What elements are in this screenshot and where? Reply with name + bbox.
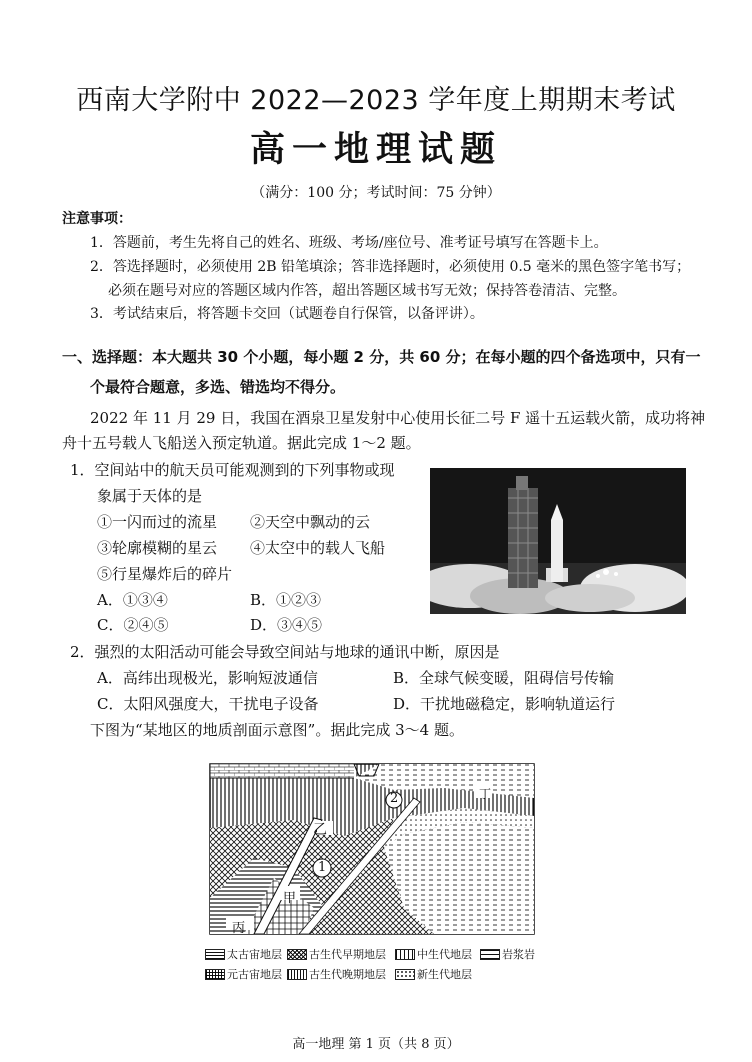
legend-label: 古生代晚期地层 xyxy=(309,968,386,981)
label-ding: 丁 xyxy=(479,787,492,801)
legend-swatch xyxy=(205,949,225,960)
legend-swatch xyxy=(395,969,415,980)
q1-item-5: ⑤行星爆炸后的碎片 xyxy=(97,565,233,583)
q1-option-b: B．①②③ xyxy=(250,591,322,609)
label-jia: 甲 xyxy=(283,891,297,906)
q1-stem: 1．空间站中的航天员可能观测到的下列事物或现 xyxy=(70,461,395,479)
page-footer: 高一地理 第 1 页（共 8 页） xyxy=(292,1037,460,1052)
legend-label: 古生代早期地层 xyxy=(309,948,386,961)
q2-stem: 2．强烈的太阳活动可能会导致空间站与地球的通讯中断，原因是 xyxy=(70,643,500,661)
q1-item-1: ①一闪而过的流星 xyxy=(97,513,218,531)
legend-label: 太古宙地层 xyxy=(227,948,282,961)
q1-option-d: D．③④⑤ xyxy=(250,616,323,634)
legend-label: 中生代地层 xyxy=(417,948,472,961)
page-title: 高一地理试题 xyxy=(249,129,502,170)
passage-1-line-2: 舟十五号载人飞船送入预定轨道。据此完成 1～2 题。 xyxy=(62,434,421,452)
notice-item-1: 1．答题前，考生先将自己的姓名、班级、考场/座位号、准考证号填写在答题卡上。 xyxy=(90,235,608,251)
label-1: 1 xyxy=(318,860,327,875)
legend-label: 岩浆岩 xyxy=(502,948,535,961)
q1-stem-cont: 象属于天体的是 xyxy=(97,487,203,505)
legend-swatch xyxy=(287,969,307,980)
legend-swatch xyxy=(205,969,225,980)
legend-label: 元古宙地层 xyxy=(227,968,282,981)
notice-item-3: 3．考试结束后，将答题卡交回（试题卷自行保管，以备评讲）。 xyxy=(90,306,484,322)
q1-option-a: A．①③④ xyxy=(97,591,168,609)
legend-item xyxy=(287,946,386,962)
q2-option-d: D．干扰地磁稳定，影响轨道运行 xyxy=(393,695,616,713)
section-heading: 一、选择题：本大题共 30 个小题，每小题 2 分，共 60 分；在每小题的四个备选项中，只有一 xyxy=(62,348,701,366)
legend-item xyxy=(395,946,472,962)
legend-swatch xyxy=(480,949,500,960)
school-exam-line: 西南大学附中 2022—2023 学年度上期期末考试 xyxy=(76,85,676,116)
legend-item xyxy=(287,966,386,982)
q1-option-c: C．②④⑤ xyxy=(97,616,169,634)
notice-item-2: 2．答选择题时，必须使用 2B 铅笔填涂；答非选择题时，必须使用 0.5 毫米的黑色签字笔书写； xyxy=(90,259,691,275)
notice-heading: 注意事项： xyxy=(62,211,132,227)
passage-1-line-1: 2022 年 11 月 29 日，我国在酒泉卫星发射中心使用长征二号 F 遥十五运载火箭，成功将神 xyxy=(90,409,706,427)
exam-meta: （满分：100 分；考试时间：75 分钟） xyxy=(251,185,501,201)
q2-option-a: A．高纬出现极光，影响短波通信 xyxy=(97,669,318,687)
label-yi: 乙 xyxy=(313,822,327,838)
legend-label: 新生代地层 xyxy=(417,968,472,981)
legend-item xyxy=(205,966,282,982)
passage-2: 下图为“某地区的地质剖面示意图”。据此完成 3～4 题。 xyxy=(90,721,464,739)
legend-swatch xyxy=(395,949,415,960)
legend-item xyxy=(205,946,282,962)
label-2: 2 xyxy=(390,791,399,806)
q2-option-b: B．全球气候变暖，阻碍信号传输 xyxy=(393,669,615,687)
q1-item-3: ③轮廓模糊的星云 xyxy=(97,539,218,557)
q1-item-2: ②天空中飘动的云 xyxy=(250,513,371,531)
legend-item xyxy=(480,946,535,962)
q1-item-4: ④太空中的载人飞船 xyxy=(250,539,386,557)
notice-item-2-cont: 必须在题号对应的答题区域内作答，超出答题区域书写无效；保持答卷清洁、完整。 xyxy=(108,283,626,299)
legend-swatch xyxy=(287,949,307,960)
rocket-launch-photo xyxy=(430,468,686,614)
section-heading-cont: 个最符合题意，多选、错选均不得分。 xyxy=(90,378,346,396)
q2-option-c: C．太阳风强度大，干扰电子设备 xyxy=(97,695,319,713)
legend-item xyxy=(395,966,472,982)
label-bing: 丙 xyxy=(232,921,246,936)
